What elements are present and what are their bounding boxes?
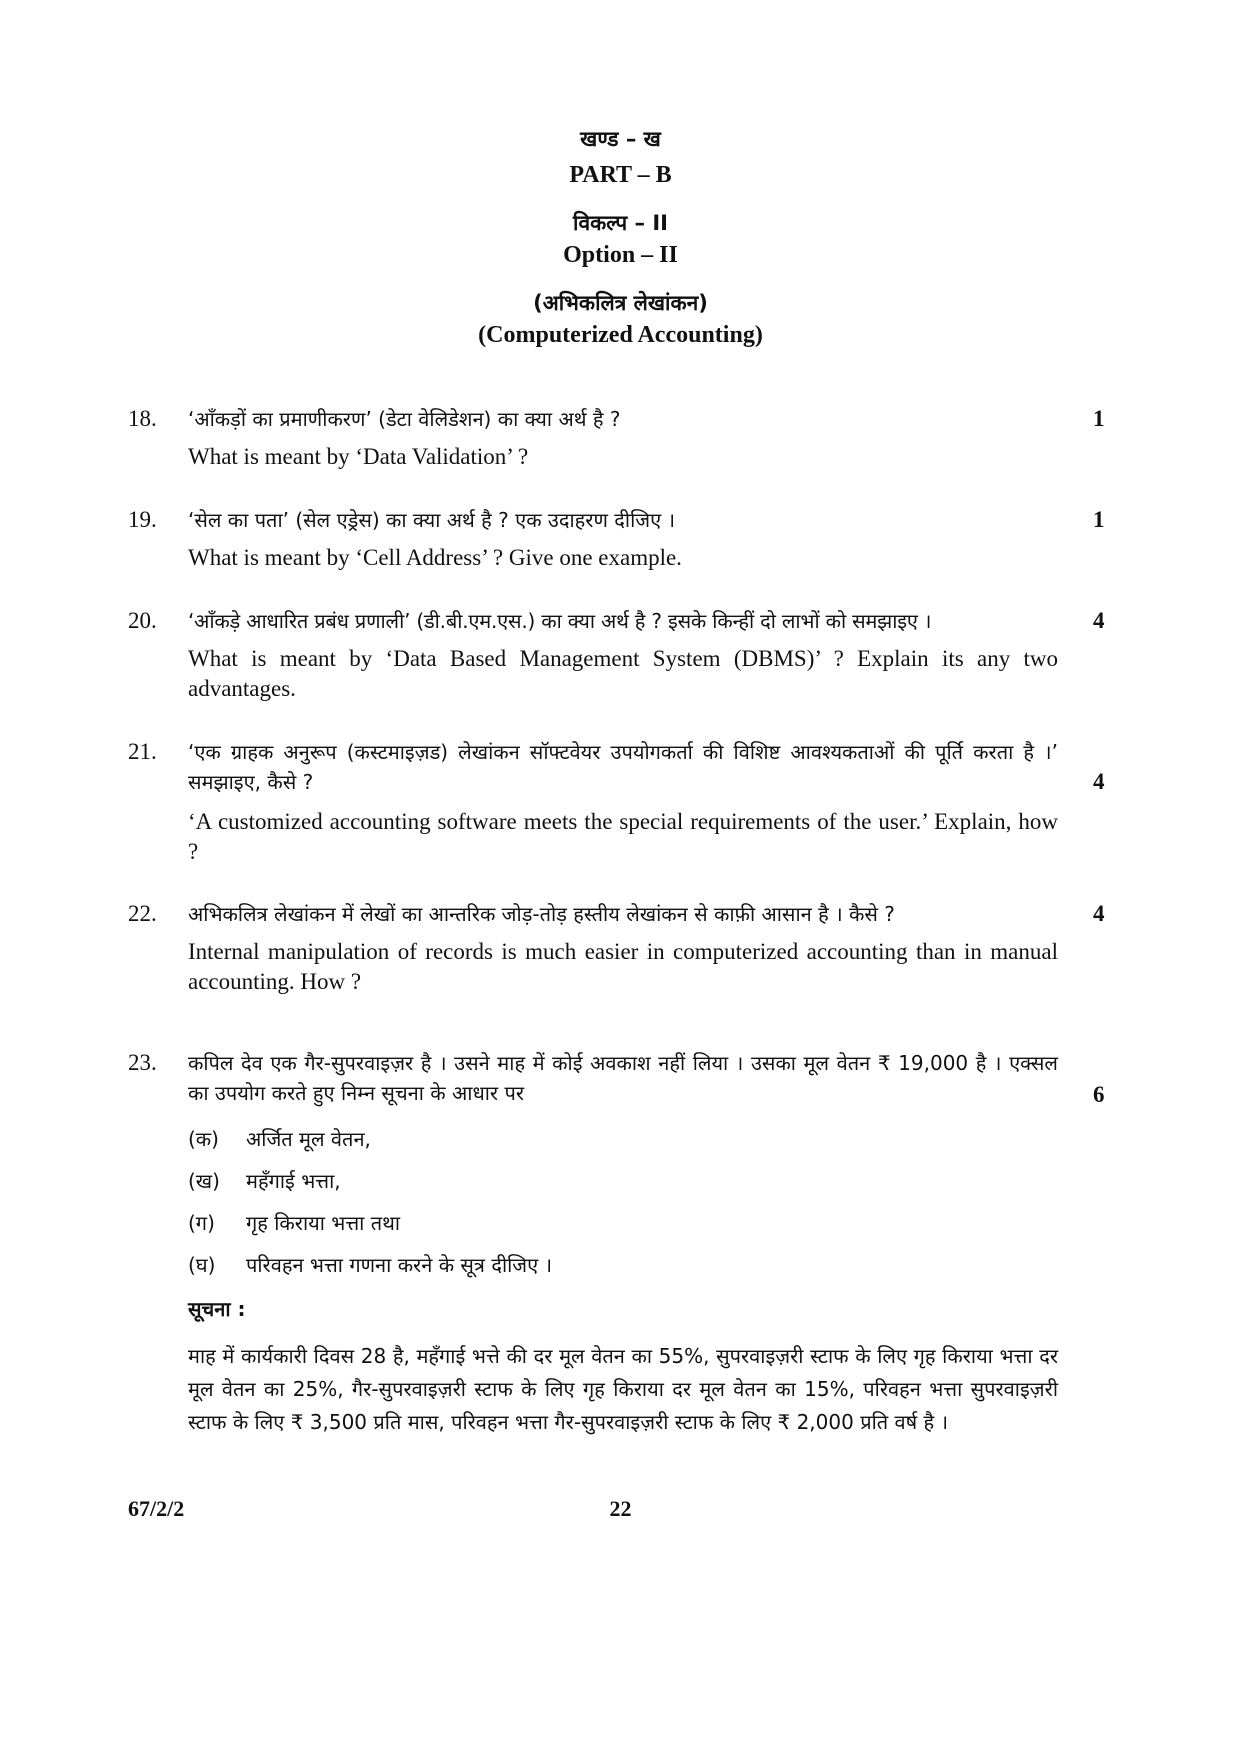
sub-part-ga — [188, 1208, 400, 1238]
question-text-hindi: कपिल देव एक गैर-सुपरवाइज़र है । उसने माह में कोई अवकाश नहीं लिया । उसका मूल वेतन ₹ 19,000 है । एक्सल का उपयोग करते हुए निम्न सूचना के आधार पर — [188, 1051, 1058, 1105]
question-marks: 4 — [1093, 901, 1105, 926]
sub-part-label: (घ) — [188, 1253, 216, 1277]
sub-part-ka — [188, 1124, 371, 1154]
sub-part-kha — [188, 1166, 341, 1196]
question-text-english: What is meant by ‘Data Based Management System (DBMS)’ ? Explain its any two advantages. — [188, 646, 1058, 701]
option-title-english: Option – II — [563, 242, 678, 268]
question-text-hindi: ‘आँकड़े आधारित प्रबंध प्रणाली’ (डी.बी.एम.एस.) का क्या अर्थ है ? इसके किन्हीं दो लाभों को समझाइए । — [188, 609, 932, 633]
question-text-english: What is meant by ‘Cell Address’ ? Give one example. — [188, 545, 682, 570]
question-number: 20. — [128, 608, 157, 633]
question-marks: 6 — [1093, 1082, 1105, 1107]
part-title-hindi: खण्ड – ख — [580, 127, 661, 151]
sub-part-text: गृह किराया भत्ता तथा — [246, 1211, 401, 1235]
part-title-english: PART – B — [569, 162, 672, 188]
subject-title-hindi: (अभिकलित्र लेखांकन) — [533, 291, 708, 315]
question-marks: 4 — [1093, 608, 1105, 633]
question-text-hindi: ‘आँकड़ों का प्रमाणीकरण’ (डेटा वेलिडेशन) का क्या अर्थ है ? — [188, 407, 621, 431]
sub-part-text: परिवहन भत्ता गणना करने के सूत्र दीजिए । — [246, 1253, 553, 1277]
question-number: 21. — [128, 739, 157, 764]
sub-part-text: अर्जित मूल वेतन, — [246, 1127, 371, 1151]
option-title-hindi: विकल्प – II — [573, 211, 668, 235]
question-marks: 1 — [1093, 406, 1105, 431]
question-marks: 4 — [1093, 769, 1105, 794]
subject-title-english: (Computerized Accounting) — [478, 322, 763, 348]
question-text-english: ‘A customized accounting software meets the special requirements of the user.’ Explain, how ? — [188, 809, 1058, 864]
question-text-hindi: ‘एक ग्राहक अनुरूप (कस्टमाइज़ड) लेखांकन सॉफ्टवेयर उपयोगकर्ता की विशिष्ट आवश्यकताओं की पूर्ति करता है ।’ समझाइए, कैसे ? — [188, 740, 1058, 794]
note-label: सूचना : — [188, 1297, 246, 1321]
sub-part-label: (ग) — [188, 1211, 215, 1235]
question-text-hindi: ‘सेल का पता’ (सेल एड्रेस) का क्या अर्थ है ? एक उदाहरण दीजिए । — [188, 508, 676, 532]
question-text-english: What is meant by ‘Data Validation’ ? — [188, 444, 529, 469]
question-marks: 1 — [1093, 507, 1105, 532]
sub-part-gha — [188, 1250, 552, 1280]
paper-code: 67/2/2 — [128, 1496, 185, 1521]
sub-part-label: (ख) — [188, 1169, 220, 1193]
question-text-hindi: अभिकलित्र लेखांकन में लेखों का आन्तरिक जोड़-तोड़ हस्तीय लेखांकन से काफ़ी आसान है । कैसे ? — [188, 902, 895, 926]
sub-part-text: महँगाई भत्ता, — [246, 1169, 341, 1193]
question-number: 22. — [128, 901, 157, 926]
question-number: 19. — [128, 507, 157, 532]
sub-part-label: (क) — [188, 1127, 219, 1151]
question-number: 18. — [128, 406, 157, 431]
page-number: 22 — [609, 1496, 632, 1521]
question-text-english: Internal manipulation of records is much easier in computerized accounting than in manual accounting. How ? — [188, 939, 1058, 994]
question-number: 23. — [128, 1050, 157, 1075]
note-text: माह में कार्यकारी दिवस 28 है, महँगाई भत्ते की दर मूल वेतन का 55%, सुपरवाइज़री स्टाफ के लिए गृह किराया भत्ता दर मूल वेतन का 25%, गैर-सुपरवाइज़री स्टाफ के लिए गृह किराया दर मूल वेतन का 15%, परिवहन भत्ता सुपरवाइज़री स्टाफ के लिए ₹ 3,500 प्रति मास, परिवहन भत्ता गैर-सुपरवाइज़री स्टाफ के लिए ₹ 2,000 प्रति वर्ष है । — [188, 1344, 1058, 1434]
